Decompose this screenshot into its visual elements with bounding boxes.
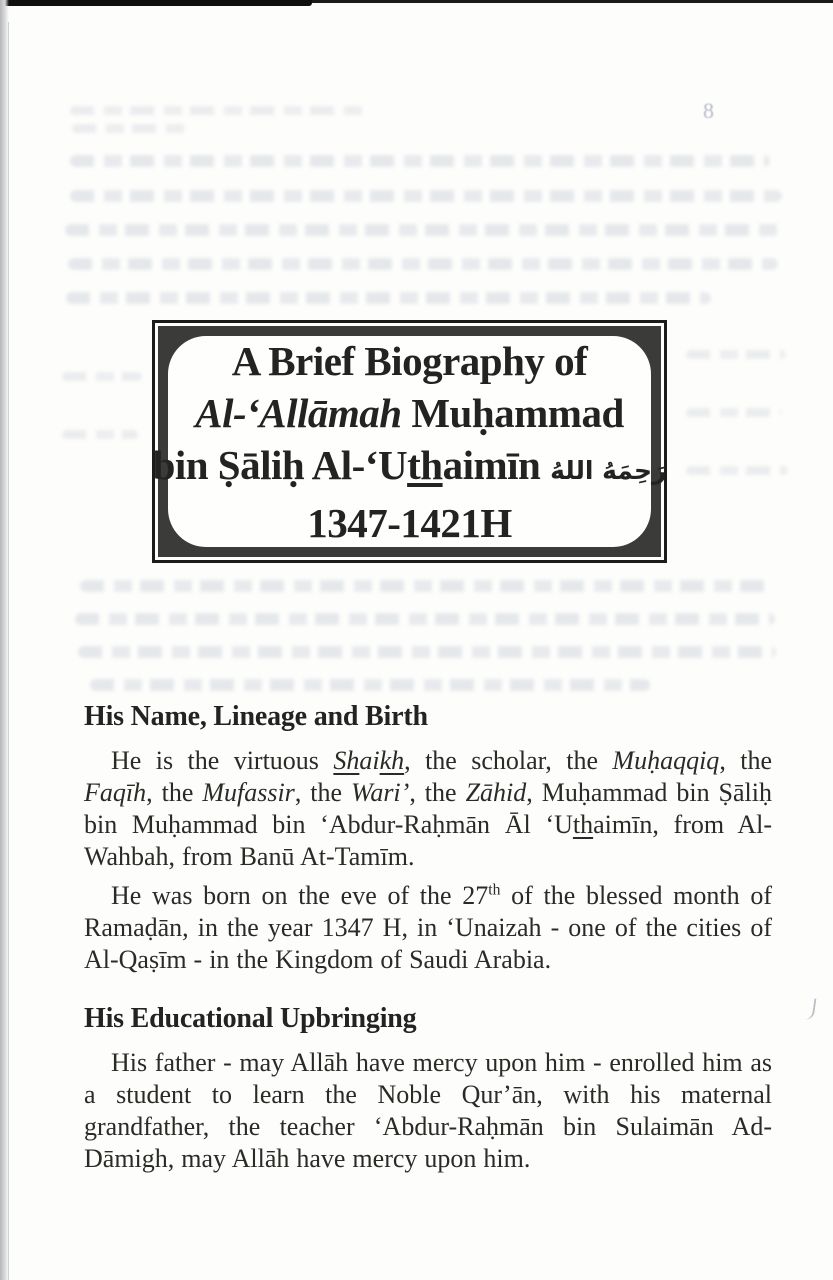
text-segment: Faqīh xyxy=(84,778,147,807)
text-segment: Al-‘Allāmah xyxy=(195,389,402,436)
text-segment: Wari’ xyxy=(351,778,410,807)
text-segment: th xyxy=(488,881,501,899)
title-line-3-text xyxy=(153,442,551,488)
title-box xyxy=(152,320,667,563)
bleed-through-line xyxy=(62,372,142,381)
text-segment: , the scholar, the xyxy=(404,746,613,775)
text-segment: , the xyxy=(409,778,466,807)
text-segment: kh xyxy=(379,746,405,775)
text-segment: His father - may Allāh have mercy upon him - enrolled him as a student to learn the Noble Qur’ān, with his maternal grandfather, the teacher ‘Abdur-Raḥmān bin Sulaimān Ad-Dāmigh, may Allāh have mercy upon him. xyxy=(84,1048,772,1173)
paragraph-birth xyxy=(84,880,772,976)
bleed-through-line xyxy=(70,155,770,167)
title-box-panel xyxy=(152,336,667,547)
ink-mark xyxy=(805,997,817,1020)
bleed-through-line xyxy=(70,106,370,115)
text-segment: of the blessed month of Ramaḍān, in the year 1347 H, in ‘Unaizah - one of the cities of Al-Qaṣīm - in the Kingdom of Saudi Arabia. xyxy=(84,881,772,974)
text-segment: bin Ṣāliḥ Al-‘U xyxy=(152,441,408,488)
bleed-through-line xyxy=(686,466,788,475)
text-segment: , Muḥammad bin Ṣāliḥ bin Muḥammad bin ‘Abdur-Raḥmān Āl ‘U xyxy=(84,778,773,839)
text-segment: Zāhid xyxy=(465,778,527,807)
title-line-2 xyxy=(195,387,624,439)
text-segment: Mufassir xyxy=(202,778,295,807)
title-line-3 xyxy=(153,439,667,497)
section-heading-educational-upbringing: His Educational Upbringing xyxy=(84,1003,417,1034)
title-line-1: A Brief Biography of xyxy=(231,337,588,384)
bleed-through-line xyxy=(90,679,650,691)
text-segment: ai xyxy=(359,746,380,775)
text-segment: He was born on the eve of the 27 xyxy=(111,881,489,910)
bleed-through-line xyxy=(686,350,786,359)
bleed-through-line xyxy=(686,408,782,417)
text-segment: Muḥammad xyxy=(401,389,624,436)
bleed-through-line xyxy=(80,580,770,592)
text-segment: th xyxy=(572,810,594,839)
bleed-through-line xyxy=(75,613,775,625)
scan-top-edge-dark-segment xyxy=(0,0,312,6)
bleed-through-line xyxy=(68,258,778,270)
text-segment: , the xyxy=(294,778,352,807)
arabic-honorific: رَحِمَهُ اللهُ xyxy=(550,455,667,485)
text-segment: , the xyxy=(146,778,203,807)
text-segment: He is the virtuous xyxy=(111,746,334,775)
bleed-through-line xyxy=(78,646,776,658)
ghost-page-number: 8 xyxy=(703,98,714,123)
paragraph-education xyxy=(84,1047,772,1175)
bleed-through-line xyxy=(62,430,138,439)
paragraph-biography-names xyxy=(84,745,772,873)
title-box-frame xyxy=(152,326,667,557)
text-segment: aimīn xyxy=(442,441,551,488)
text-segment: Muḥaqqiq xyxy=(612,746,720,775)
text-segment: Sh xyxy=(333,746,360,775)
text-segment: aimīn, from Al-Wahbah, from Banū At-Tamīm. xyxy=(84,810,772,871)
text-segment: th xyxy=(407,441,443,488)
section-heading-name-lineage-birth: His Name, Lineage and Birth xyxy=(84,701,428,732)
bleed-through-line xyxy=(65,224,781,236)
bleed-through-line xyxy=(66,292,711,304)
bleed-through-line xyxy=(72,124,192,133)
title-line-4: 1347-1421H xyxy=(307,499,512,546)
scan-left-edge-line xyxy=(8,22,9,1280)
bleed-through-line xyxy=(70,190,782,202)
text-segment: , the xyxy=(719,746,773,775)
